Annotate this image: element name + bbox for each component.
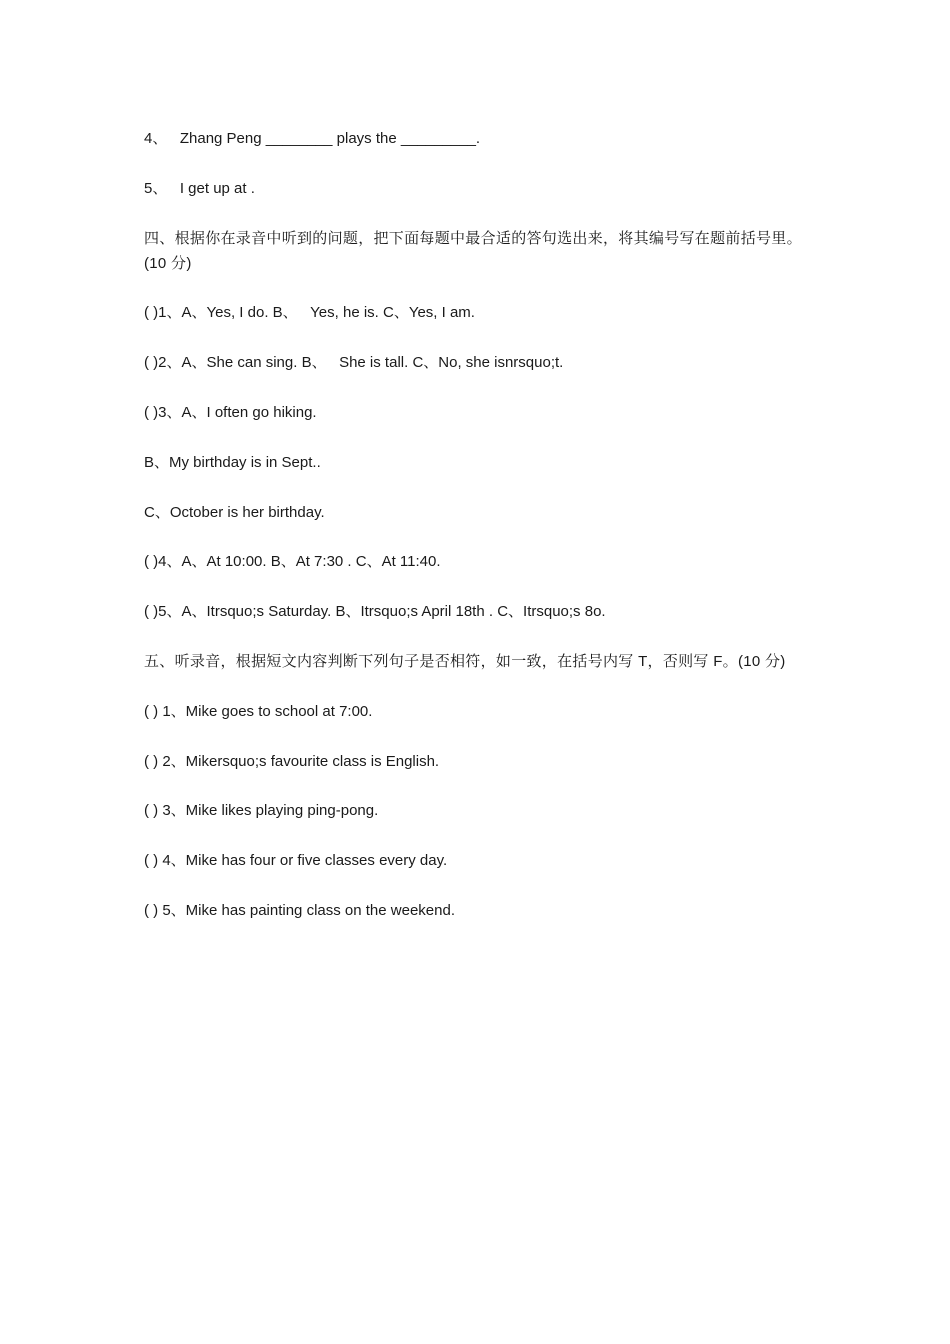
question-item-5: 5、 I get up at . [144,179,255,197]
document-body [144,126,809,948]
true-false-item-5: ( ) 5、Mike has painting class on the weekend. [144,901,455,919]
true-false-item-1: ( ) 1、Mike goes to school at 7:00. [144,702,373,720]
answer-choice-5: ( )5、A、Itrsquo;s Saturday. B、Itrsquo;s April 18th . C、Itrsquo;s 8o. [144,603,606,621]
true-false-item-4: ( ) 4、Mike has four or five classes every day. [144,852,448,870]
answer-choice-4: ( )4、A、At 10:00. B、At 7:30 . C、At 11:40. [144,553,441,571]
section-heading-5: 五、听录音，根据短文内容判断下列句子是否相符，如一致，在括号内写 T，否则写 F。(10 分) [144,652,786,670]
answer-choice-1: ( )1、A、Yes, I do. B、 Yes, he is. C、Yes, I am. [144,304,475,322]
section-heading-4: 四、根据你在录音中听到的问题，把下面每题中最合适的答句选出来，将其编号写在题前括号里。(10 分) [144,229,802,272]
answer-choice-2: ( )2、A、She can sing. B、 She is tall. C、No, she isnrsquo;t. [144,354,564,372]
answer-choice-3b: B、My birthday is in Sept.. [144,453,321,471]
question-item-4: 4、 Zhang Peng ________ plays the _________. [144,130,481,147]
true-false-item-2: ( ) 2、Mikersquo;s favourite class is English. [144,752,440,770]
answer-choice-3c: C、October is her birthday. [144,503,325,521]
answer-choice-3a: ( )3、A、I often go hiking. [144,403,317,421]
true-false-item-3: ( ) 3、Mike likes playing ping-pong. [144,802,379,820]
